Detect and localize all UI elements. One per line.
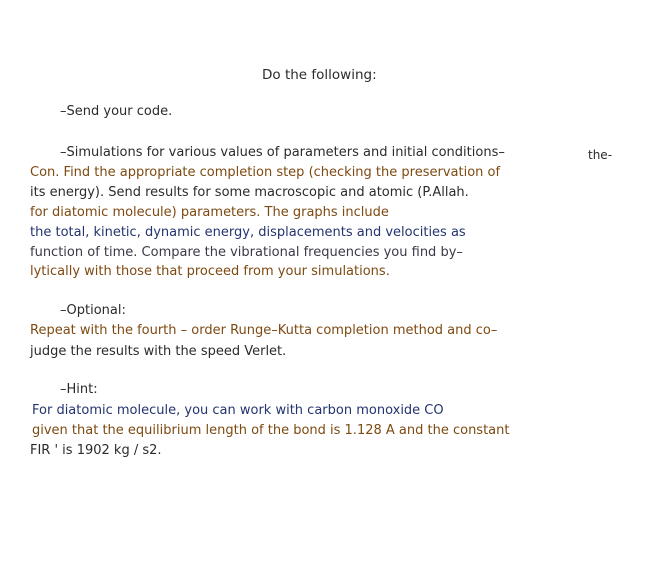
paragraph-line: judge the results with the speed Verlet. xyxy=(30,344,287,359)
paragraph-line: Repeat with the fourth – order Runge–Kutta completion method and co– xyxy=(30,323,498,338)
paragraph-line: the total, kinetic, dynamic energy, displacements and velocities as xyxy=(30,225,466,240)
paragraph-line: function of time. Compare the vibrational frequencies you find by– xyxy=(30,245,463,260)
paragraph-line: FIR ' is 1902 kg / s2. xyxy=(30,443,162,458)
bullet-send-code: –Send your code. xyxy=(60,104,173,119)
paragraph-line: lytically with those that proceed from your simulations. xyxy=(30,264,390,279)
page-title: Do the following: xyxy=(262,67,377,83)
bullet-hint: –Hint: xyxy=(60,382,98,397)
bullet-simulations-tail: the- xyxy=(588,148,613,162)
paragraph-line: for diatomic molecule) parameters. The graphs include xyxy=(30,205,389,220)
paragraph-line: given that the equilibrium length of the bond is 1.128 A and the constant xyxy=(32,423,510,438)
bullet-optional: –Optional: xyxy=(60,303,126,318)
bullet-simulations: –Simulations for various values of parameters and initial conditions– xyxy=(60,145,505,160)
paragraph-line: For diatomic molecule, you can work with carbon monoxide CO xyxy=(32,403,444,418)
paragraph-line: Con. Find the appropriate completion step (checking the preservation of xyxy=(30,165,501,180)
paragraph-line: its energy). Send results for some macroscopic and atomic (P.Allah. xyxy=(30,185,469,200)
